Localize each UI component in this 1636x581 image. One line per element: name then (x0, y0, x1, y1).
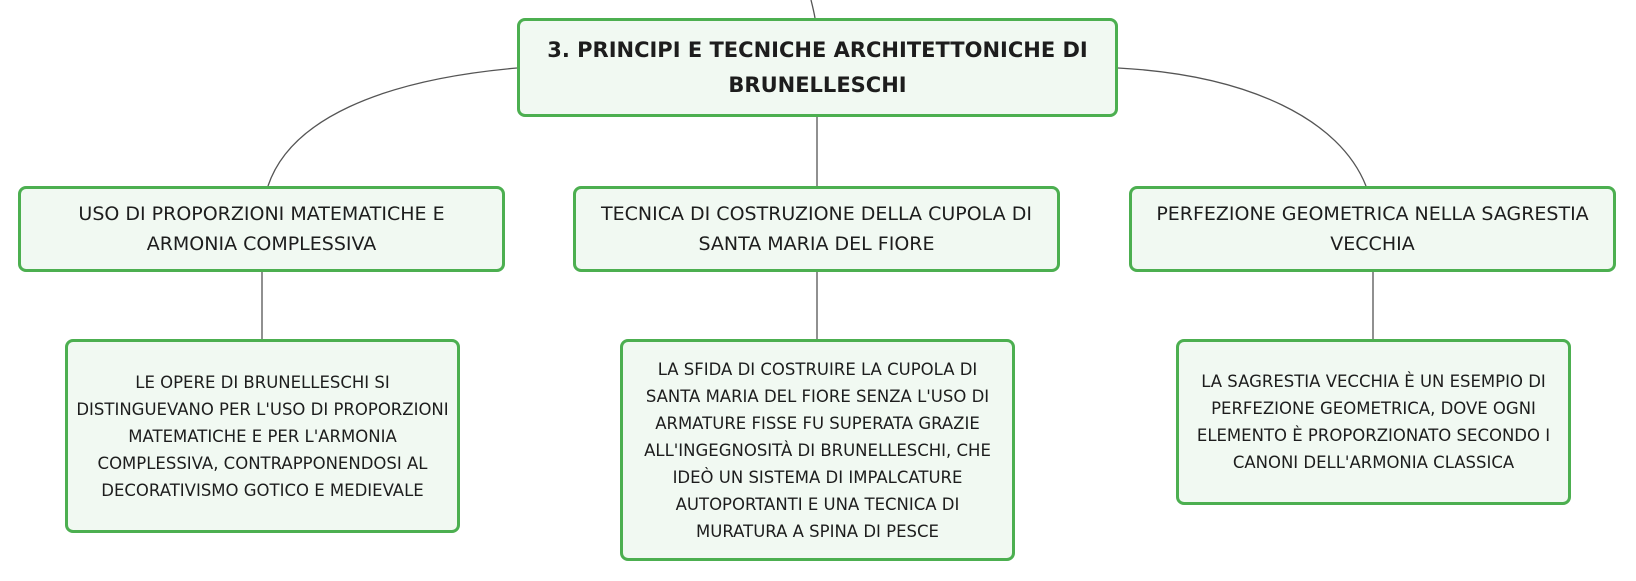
branch-label-proporzioni: USO DI PROPORZIONI MATEMATICHE E ARMONIA COMPLESSIVA (78, 203, 445, 255)
detail-text-sagrestia: LA SAGRESTIA VECCHIA È UN ESEMPIO DI PERFEZIONE GEOMETRICA, DOVE OGNI ELEMENTO È PROPORZIONATO SECONDO I CANONI DELL'ARMONIA CLASSICA (1196, 372, 1551, 472)
branch-node-sagrestia[interactable] (1129, 186, 1616, 272)
root-topic-title: 3. PRINCIPI E TECNICHE ARCHITETTONICHE DI BRUNELLESCHI (547, 37, 1088, 97)
branch-label-sagrestia: PERFEZIONE GEOMETRICA NELLA SAGRESTIA VECCHIA (1156, 203, 1589, 255)
branch-label-cupola: TECNICA DI COSTRUZIONE DELLA CUPOLA DI SANTA MARIA DEL FIORE (601, 203, 1032, 255)
branch-node-cupola[interactable] (573, 186, 1060, 272)
detail-node-cupola[interactable] (620, 339, 1015, 561)
branch-node-proporzioni[interactable] (18, 186, 505, 272)
detail-node-sagrestia[interactable] (1176, 339, 1571, 505)
root-topic-node[interactable] (517, 18, 1118, 117)
detail-text-cupola: LA SFIDA DI COSTRUIRE LA CUPOLA DI SANTA MARIA DEL FIORE SENZA L'USO DI ARMATURE FISSE FU SUPERATA GRAZIE ALL'INGEGNOSITÀ DI BRUNELLESCHI, CHE IDEÒ UN SISTEMA DI IMPALCATURE AUTOPORTANTI E UNA TECNICA DI MURATURA A SPINA DI PESCE (644, 359, 991, 541)
detail-text-proporzioni: LE OPERE DI BRUNELLESCHI SI DISTINGUEVANO PER L'USO DI PROPORZIONI MATEMATICHE E PER L'ARMONIA COMPLESSIVA, CONTRAPPONENDOSI AL DECORATIVISMO GOTICO E MEDIEVALE (76, 372, 449, 500)
connector-parent-to-root (811, 0, 815, 18)
connector-root-to-branch-left (268, 68, 517, 186)
detail-node-proporzioni[interactable] (65, 339, 460, 533)
connector-root-to-branch-right (1118, 68, 1366, 186)
